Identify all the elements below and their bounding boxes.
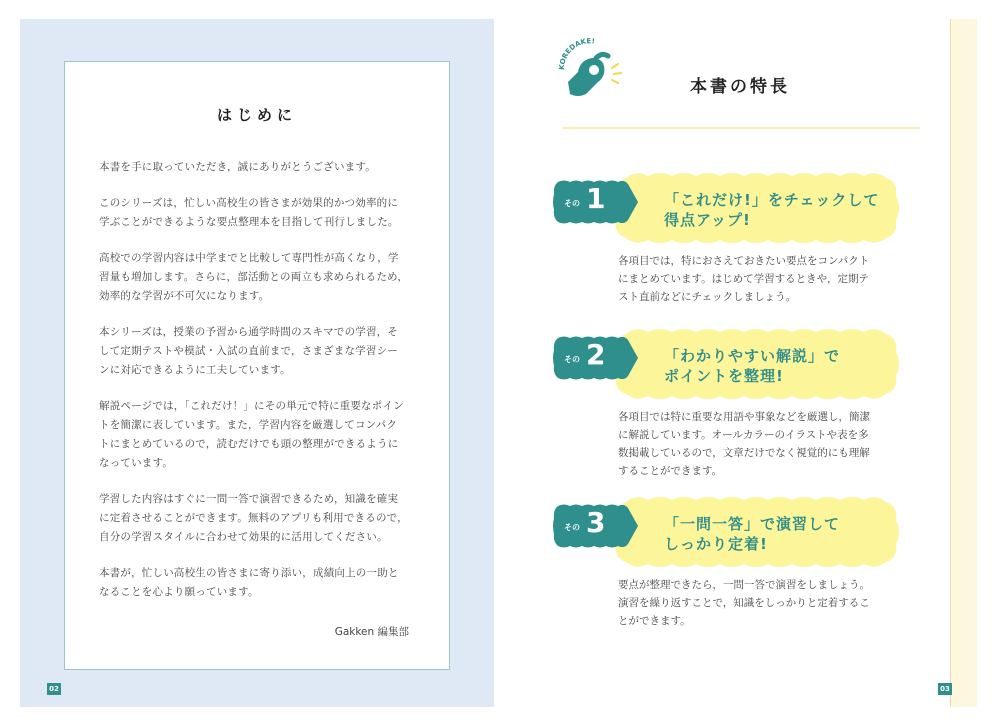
tag-number: 3 bbox=[586, 506, 606, 539]
right-edge-strip bbox=[950, 19, 977, 707]
intro-paragraph: 高校での学習内容は中学までと比較して専門性が高くなり，学 習量も増加します。さらに，部活動との両立も求められるため， 効率的な学習が不可欠になります。 bbox=[99, 252, 409, 302]
page-number-left: 02 bbox=[47, 683, 61, 695]
tag-number: 1 bbox=[586, 182, 606, 215]
feature-2 bbox=[550, 326, 910, 476]
tag-label: その bbox=[564, 523, 580, 532]
feature-heading: 「一問一答」で演習して しっかり定着! bbox=[664, 515, 841, 553]
tag-number: 2 bbox=[586, 338, 606, 371]
intro-paragraph: 学習した内容はすぐに一問一答で演習できるため，知識を確実 に定着させることができます。無料のアプリも利用できるので， 自分の学習スタイルに合わせて効果的に活用してください。 bbox=[99, 493, 408, 543]
intro-paragraph: 解説ページでは，「これだけ！」にその単元で特に重要なポイン トを簡潔に表しています。また，学習内容を厳選してコンパク トにまとめているので，読むだけでも頭の整理ができるように なっています。 bbox=[99, 400, 404, 469]
feature-1 bbox=[550, 170, 910, 320]
page-number-right: 03 bbox=[938, 683, 952, 695]
feature-heading: 「わかりやすい解説」で ポイントを整理! bbox=[664, 347, 841, 385]
signature: Gakken 編集部 bbox=[334, 626, 409, 638]
intro-paragraph: 本シリーズは，授業の予習から通学時間のスキマでの学習，そ して定期テストや模試・入試の直前まで，さまざまな学習シー ンに対応できるように工夫しています。 bbox=[99, 326, 399, 376]
intro-paragraph: このシリーズは，忙しい高校生の皆さまが効果的かつ効率的に 学ぶことができるような要点整理本を目指して刊行しました。 bbox=[99, 197, 399, 228]
badge-text: KOREDAKE! bbox=[557, 38, 596, 71]
tag-label: その bbox=[564, 199, 580, 208]
features-title: 本書の特長 bbox=[690, 77, 790, 97]
intro-title: はじめに bbox=[216, 106, 297, 124]
feature-description: 要点が整理できたら，一問一答で演習をしましょう。 演習を繰り返すことで，知識をしっかりと定着するこ とができます。 bbox=[618, 579, 870, 627]
feature-description: 各項目では特に重要な用語や事象などを厳選し，簡潔 に解説しています。オールカラーのイラストや表を多 数掲載しているので，文章だけでなく視覚的にも理解 することができます。 bbox=[618, 411, 870, 477]
title-divider bbox=[563, 127, 920, 129]
feature-heading: 「これだけ!」をチェックして 得点アップ! bbox=[664, 191, 880, 229]
intro-paragraph: 本書が，忙しい高校生の皆さまに寄り添い，成績向上の一助と なることを心より願っています。 bbox=[99, 567, 399, 598]
intro-body bbox=[99, 158, 419, 619]
feature-description: 各項目では，特におさえておきたい要点をコンパクト にまとめています。はじめて学習するときや，定期テ スト直前などにチェックしましょう。 bbox=[618, 255, 870, 303]
intro-paragraph: 本書を手に取っていただき，誠にありがとうございます。 bbox=[99, 161, 376, 173]
intro-frame bbox=[64, 61, 450, 670]
ok-hand-icon bbox=[556, 38, 632, 102]
tag-label: その bbox=[564, 355, 580, 364]
feature-3 bbox=[550, 494, 910, 644]
